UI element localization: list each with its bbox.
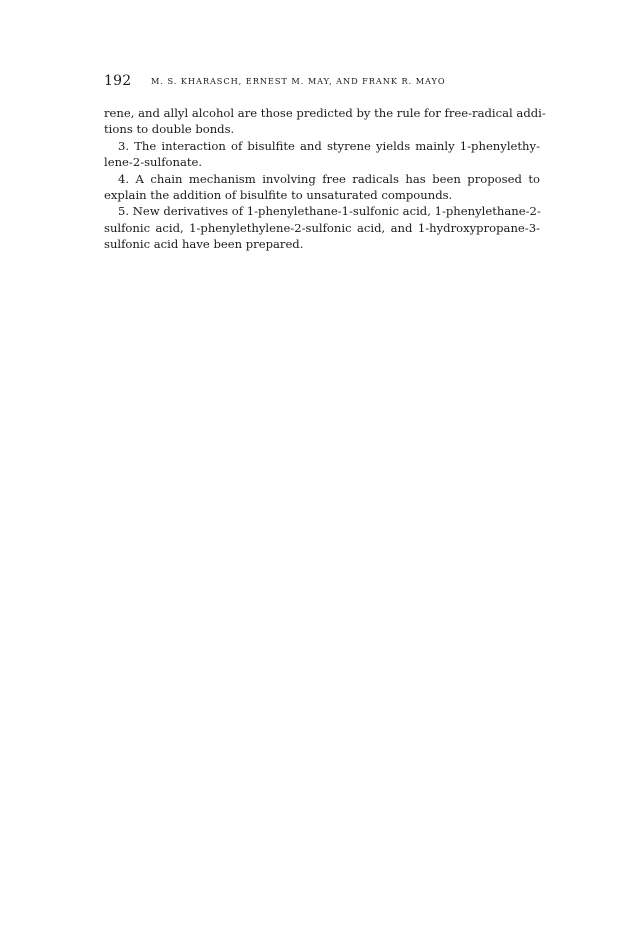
summary-item-3: 3. The interaction of bisulfite and styrene yields mainly 1-phenylethy- [118, 138, 540, 153]
text-line: lene-2-sulfonate. [104, 155, 203, 170]
text-line: sulfonic acid have been prepared. [104, 237, 304, 252]
summary-item-5: 5. New derivatives of 1-phenylethane-1-sulfonic acid, 1-phenylethane-2- [118, 204, 541, 219]
text-line: explain the addition of bisulfite to unsaturated compounds. [104, 187, 453, 202]
text-line: rene, and allyl alcohol are those predicted by the rule for free-radical addi- [104, 106, 546, 120]
body-text [104, 105, 546, 253]
summary-item-4: 4. A chain mechanism involving free radicals has been proposed to [118, 171, 540, 186]
running-head [104, 72, 540, 90]
text-line: sulfonic acid, 1-phenylethylene-2-sulfonic acid, and 1-hydroxypropane-3- [104, 220, 540, 235]
page-number: 192 [104, 73, 132, 89]
running-head-authors: M. S. KHARASCH, ERNEST M. MAY, AND FRANK R. MAYO [151, 76, 446, 86]
text-line: tions to double bonds. [104, 122, 235, 137]
